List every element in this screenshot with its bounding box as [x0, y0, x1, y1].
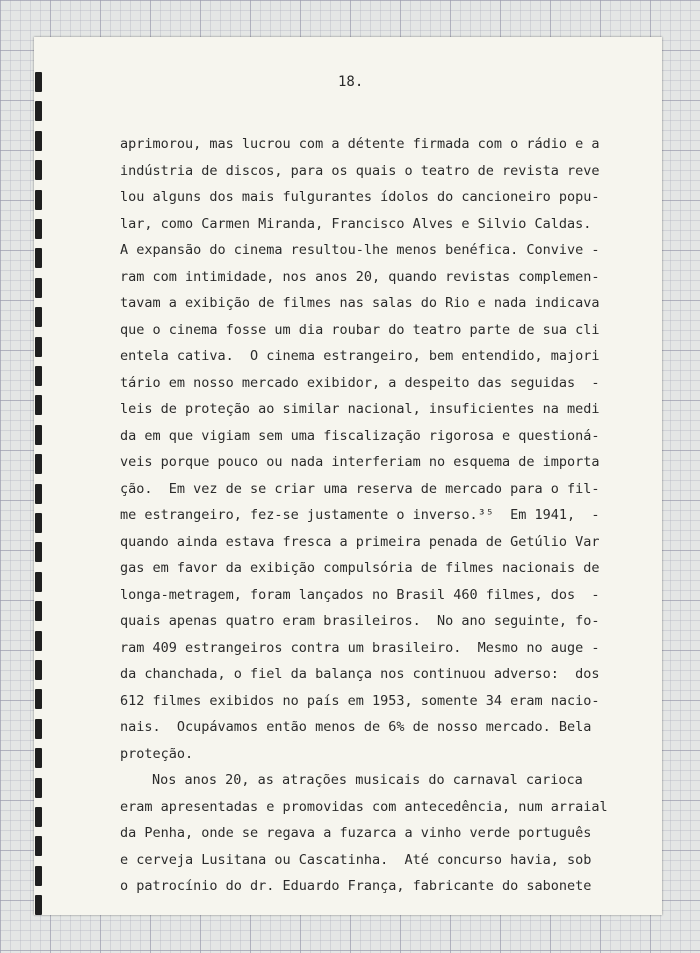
- punch-hole-binding: [34, 37, 44, 915]
- punch-hole: [35, 395, 42, 415]
- punch-hole: [35, 307, 42, 327]
- text-line: entela cativa. O cinema estrangeiro, bem entendido, majori: [120, 348, 600, 364]
- punch-hole: [35, 337, 42, 357]
- text-line: ram com intimidade, nos anos 20, quando revistas complemen-: [120, 268, 600, 285]
- text-line: gas em favor da exibição compulsória de filmes nacionais de: [120, 560, 600, 576]
- text-line: ção. Em vez de se criar uma reserva de mercado para o fil-: [120, 480, 600, 497]
- punch-hole: [35, 454, 42, 474]
- text-line: Nos anos 20, as atrações musicais do carnaval carioca: [152, 772, 583, 788]
- punch-hole: [35, 836, 42, 856]
- text-line: eram apresentadas e promovidas com antecedência, num arraial: [120, 798, 608, 815]
- punch-hole: [35, 160, 42, 180]
- text-line: que o cinema fosse um dia roubar do teatro parte de sua cli: [120, 321, 600, 338]
- text-line: quais apenas quatro eram brasileiros. No ano seguinte, fo-: [120, 613, 600, 629]
- text-line: da Penha, onde se regava a fuzarca a vinho verde português: [120, 825, 592, 841]
- text-line: tavam a exibição de filmes nas salas do Rio e nada indicava: [120, 295, 600, 311]
- page-number: 18.: [338, 74, 364, 90]
- text-line: lar, como Carmen Miranda, Francisco Alves e Silvio Caldas.: [120, 215, 592, 232]
- text-line: quando ainda estava fresca a primeira penada de Getúlio Var: [120, 533, 600, 550]
- text-line: proteção.: [120, 745, 194, 762]
- punch-hole: [35, 101, 42, 121]
- punch-hole: [35, 248, 42, 268]
- text-line: A expansão do cinema resultou-lhe menos benéfica. Convive -: [120, 242, 600, 258]
- text-line: leis de proteção ao similar nacional, insuficientes na medi: [120, 401, 600, 417]
- punch-hole: [35, 807, 42, 827]
- punch-hole: [35, 719, 42, 739]
- punch-hole: [35, 542, 42, 562]
- punch-hole: [35, 484, 42, 504]
- punch-hole: [35, 72, 42, 92]
- text-line: o patrocínio do dr. Eduardo França, fabricante do sabonete: [120, 878, 592, 894]
- document-page: [34, 37, 662, 915]
- punch-hole: [35, 366, 42, 386]
- text-line: tário em nosso mercado exibidor, a despeito das seguidas -: [120, 374, 600, 391]
- punch-hole: [35, 131, 42, 151]
- punch-hole: [35, 190, 42, 210]
- punch-hole: [35, 219, 42, 239]
- text-line: longa-metragem, foram lançados no Brasil 460 filmes, dos -: [120, 586, 600, 603]
- text-line: aprimorou, mas lucrou com a détente firmada com o rádio e a: [120, 136, 600, 152]
- punch-hole: [35, 895, 42, 915]
- text-line: e cerveja Lusitana ou Cascatinha. Até concurso havia, sob: [120, 851, 592, 868]
- text-line: indústria de discos, para os quais o teatro de revista reve: [120, 162, 600, 179]
- text-line: da em que vigiam sem uma fiscalização rigorosa e questioná-: [120, 427, 600, 444]
- body-text: [120, 131, 652, 900]
- punch-hole: [35, 631, 42, 651]
- text-line: nais. Ocupávamos então menos de 6% de nosso mercado. Bela: [120, 719, 592, 735]
- punch-hole: [35, 778, 42, 798]
- punch-hole: [35, 513, 42, 533]
- text-line: 612 filmes exibidos no país em 1953, somente 34 eram nacio-: [120, 692, 600, 709]
- punch-hole: [35, 601, 42, 621]
- punch-hole: [35, 748, 42, 768]
- text-line: da chanchada, o fiel da balança nos continuou adverso: dos: [120, 666, 600, 682]
- text-line: me estrangeiro, fez-se justamente o inverso.³⁵ Em 1941, -: [120, 507, 600, 523]
- punch-hole: [35, 425, 42, 445]
- punch-hole: [35, 278, 42, 298]
- punch-hole: [35, 689, 42, 709]
- punch-hole: [35, 866, 42, 886]
- punch-hole: [35, 572, 42, 592]
- text-line: veis porque pouco ou nada interferiam no esquema de importa: [120, 454, 600, 470]
- text-line: lou alguns dos mais fulgurantes ídolos do cancioneiro popu-: [120, 189, 600, 205]
- text-line: ram 409 estrangeiros contra um brasileiro. Mesmo no auge -: [120, 639, 600, 656]
- punch-hole: [35, 660, 42, 680]
